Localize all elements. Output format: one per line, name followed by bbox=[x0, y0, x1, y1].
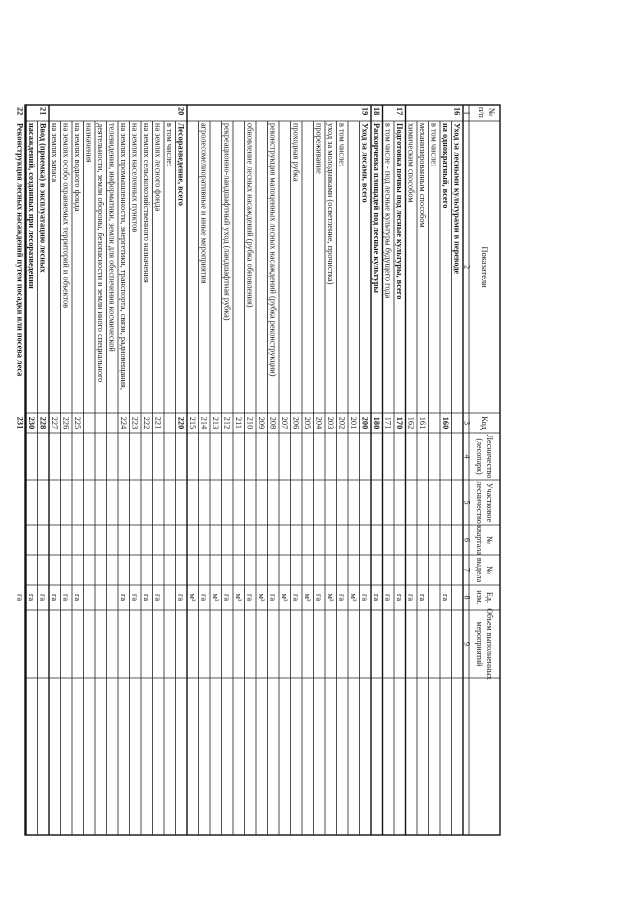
row-unit: га bbox=[27, 593, 36, 602]
row-code: 160 bbox=[441, 416, 450, 430]
row-unit: га bbox=[176, 593, 186, 602]
row-unit: га bbox=[291, 593, 301, 602]
header-indicators: Показатели bbox=[480, 246, 490, 288]
header-quarter-sub: квартала bbox=[475, 525, 484, 555]
header-unit: Ед. bbox=[485, 592, 494, 603]
row-number: 17 bbox=[395, 107, 404, 116]
row-number: 20 bbox=[176, 107, 186, 116]
row-unit: га bbox=[199, 593, 209, 602]
row-number: 16 bbox=[452, 107, 462, 116]
row-code: 212 bbox=[222, 416, 232, 430]
row-unit: м³ bbox=[211, 593, 220, 602]
row-code: 215 bbox=[188, 416, 197, 430]
row-unit: га bbox=[441, 593, 450, 602]
row-label: на однократный, всего bbox=[441, 123, 450, 209]
row-unit: га bbox=[245, 593, 255, 602]
row-code: 224 bbox=[119, 416, 128, 430]
header-code: Код bbox=[480, 416, 490, 430]
row-code: 228 bbox=[38, 416, 48, 430]
row-code: 161 bbox=[418, 416, 427, 430]
row-unit: м³ bbox=[326, 593, 335, 602]
row-label: Подготовка почвы под лесные культуры, всего bbox=[395, 123, 404, 300]
table-group bbox=[16, 105, 501, 835]
row-code: 170 bbox=[395, 416, 404, 430]
header-quarter: № bbox=[485, 536, 494, 544]
row-unit: га bbox=[222, 593, 232, 602]
row-unit: га bbox=[418, 593, 427, 602]
row-unit: га bbox=[360, 593, 370, 602]
row-label: проходная рубка bbox=[291, 123, 301, 182]
header-forestry: Лесничество bbox=[485, 434, 494, 479]
row-code: 210 bbox=[245, 416, 255, 430]
row-code: 162 bbox=[406, 416, 416, 430]
row-code: 203 bbox=[326, 416, 335, 430]
row-label: Уход за лесными культурами в переводе bbox=[452, 123, 462, 275]
row-code: 204 bbox=[314, 416, 324, 430]
row-number: 18 bbox=[372, 107, 381, 116]
row-label: в том числе - под лесные культуры будущего года bbox=[383, 123, 393, 299]
row-label: Уход за лесами, всего bbox=[360, 123, 370, 203]
column-number: 7 bbox=[462, 568, 472, 572]
row-code: 230 bbox=[27, 416, 36, 430]
row-code: 207 bbox=[280, 416, 289, 430]
header-allotment: № bbox=[485, 566, 494, 574]
row-unit: га bbox=[73, 593, 82, 602]
row-unit: га bbox=[61, 593, 71, 602]
header-volume-sub: мероприятий bbox=[475, 621, 484, 667]
row-label: на землях запаса bbox=[50, 123, 59, 183]
column-number: 9 bbox=[462, 642, 472, 646]
row-label: в том числе: bbox=[429, 123, 439, 167]
column-number: 2 bbox=[462, 265, 472, 269]
row-label: механизированным способом bbox=[418, 123, 427, 228]
row-label: назначения bbox=[84, 123, 94, 163]
row-unit: га bbox=[38, 593, 48, 602]
row-label: уход за молодняками (осветление, прочистка) bbox=[326, 123, 335, 285]
row-number: 21 bbox=[38, 107, 48, 116]
header-num-sub: п/п bbox=[477, 107, 486, 118]
row-label: телевидения, информатики, земли для обеспечения космической bbox=[107, 123, 117, 352]
row-label: обновление лесных насаждений (рубка обновления) bbox=[245, 123, 255, 308]
row-code: 221 bbox=[153, 416, 163, 430]
header-district: Участковое bbox=[485, 482, 494, 523]
column-number: 4 bbox=[462, 454, 472, 459]
row-code: 205 bbox=[303, 416, 312, 430]
row-unit: м³ bbox=[280, 593, 289, 602]
row-label: в том числе: bbox=[165, 123, 174, 167]
row-label: в том числе: bbox=[337, 123, 347, 167]
header-unit-sub: изм. bbox=[475, 590, 484, 605]
row-label: Раскорчевка площадей под лесные культуры bbox=[372, 123, 381, 293]
row-label: Реконструкция лесных насаждений путем посадки или посева леса bbox=[15, 123, 25, 377]
row-unit: га bbox=[383, 593, 393, 602]
row-label: химическим способом bbox=[406, 123, 416, 203]
row-code: 220 bbox=[176, 416, 186, 430]
row-unit: га bbox=[119, 593, 128, 602]
row-unit: га bbox=[372, 593, 381, 602]
row-code: 225 bbox=[73, 416, 82, 430]
row-unit: м³ bbox=[303, 593, 312, 602]
header-district-sub: лесничество bbox=[475, 481, 484, 524]
row-label: на землях лесного фонда bbox=[153, 123, 163, 212]
row-label: деятельности, земли обороны, безопасности и земли иного специального bbox=[96, 123, 105, 383]
row-code: 211 bbox=[234, 416, 243, 430]
row-code: 202 bbox=[337, 416, 347, 430]
row-code: 209 bbox=[257, 416, 266, 430]
row-code: 171 bbox=[383, 416, 393, 430]
row-unit: га bbox=[314, 593, 324, 602]
row-number: 22 bbox=[15, 107, 25, 116]
row-label: реконструкция малоценных лесных насаждений (рубка реконструкции) bbox=[268, 123, 278, 377]
row-label: агролесомелиоративные и иные мероприятия bbox=[199, 123, 209, 284]
row-unit: м³ bbox=[349, 593, 358, 602]
row-code: 213 bbox=[211, 416, 220, 430]
row-unit: га bbox=[337, 593, 347, 602]
row-unit: га bbox=[130, 593, 140, 602]
row-code: 201 bbox=[349, 416, 358, 430]
row-unit: га bbox=[15, 593, 25, 602]
row-label: на землях населенных пунктов bbox=[130, 123, 140, 233]
header-volume: Объем выполненных bbox=[485, 608, 494, 680]
row-code: 180 bbox=[372, 416, 381, 430]
row-unit: га bbox=[142, 593, 151, 602]
row-label: прореживание bbox=[314, 123, 324, 174]
row-code: 231 bbox=[15, 416, 25, 430]
row-unit: га bbox=[406, 593, 416, 602]
row-code: 206 bbox=[291, 416, 301, 430]
row-label: на землях промышленности, энергетики, транспорта, связи, радиовещания, bbox=[119, 123, 128, 390]
row-unit: м³ bbox=[234, 593, 243, 602]
header-allotment-sub: выдела bbox=[475, 557, 484, 583]
row-label: насаждений, созданных при лесоразведении bbox=[27, 123, 36, 289]
row-code: 227 bbox=[50, 416, 59, 430]
row-unit: га bbox=[395, 593, 404, 602]
row-label: на землях особо охраняемых территорий и объектов bbox=[61, 123, 71, 309]
header-forestry-sub: (лесопарк) bbox=[475, 438, 484, 475]
row-code: 222 bbox=[142, 416, 151, 430]
column-number: 3 bbox=[462, 421, 472, 425]
column-number: 8 bbox=[462, 595, 472, 600]
row-code: 226 bbox=[61, 416, 71, 430]
row-code: 200 bbox=[360, 416, 370, 430]
column-number: 1 bbox=[462, 111, 472, 115]
header-num: № bbox=[487, 108, 497, 117]
row-label: на землях сельскохозяйственного назначения bbox=[142, 123, 151, 283]
row-unit: м³ bbox=[188, 593, 197, 602]
column-number: 6 bbox=[462, 538, 472, 542]
row-unit: га bbox=[268, 593, 278, 602]
column-number: 5 bbox=[462, 500, 472, 505]
row-unit: м³ bbox=[257, 593, 266, 602]
row-code: 223 bbox=[130, 416, 140, 430]
row-code: 208 bbox=[268, 416, 278, 430]
row-unit: га bbox=[50, 593, 59, 602]
row-number: 19 bbox=[360, 107, 370, 116]
row-label: рекреационно-ландшафтный уход (ландшафтная рубка) bbox=[222, 123, 232, 321]
row-code: 214 bbox=[199, 416, 209, 430]
row-label: Ввод (приемка) в эксплуатацию лесных bbox=[38, 123, 48, 273]
row-label: на землях водного фонда bbox=[73, 123, 82, 212]
row-unit: га bbox=[153, 593, 163, 602]
row-label: Лесоразведение, всего bbox=[176, 123, 186, 206]
